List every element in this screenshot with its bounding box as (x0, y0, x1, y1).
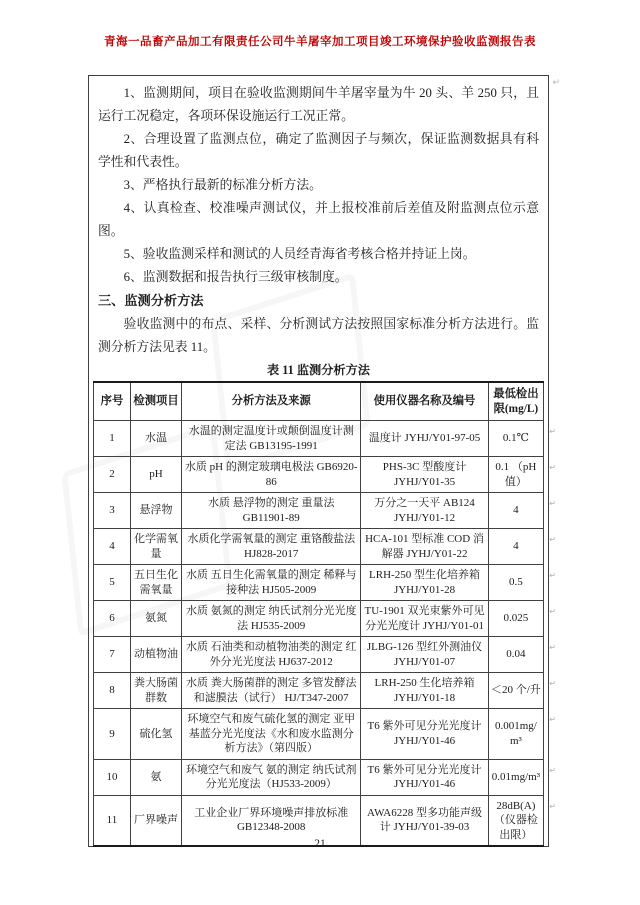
cell-instrument: 万分之一天平 AB124 JYHJ/Y01-12 (361, 493, 489, 529)
document-header-title: 青海一品畜产品加工有限责任公司牛羊屠宰加工项目竣工环境保护验收监测报告表 (104, 36, 536, 48)
paragraph-return-icon: ↵ (549, 679, 556, 688)
cell-method: 水质 五日生化需氧量的测定 稀释与接种法 HJ505-2009 (182, 565, 361, 601)
cell-limit: 4 ↵ (488, 493, 543, 529)
table-row (94, 759, 544, 795)
cell-item: 氨氮 (130, 601, 181, 637)
conclusion-item-2: 2、合理设置了监测点位，确定了监测因子与频次，保证监测数据具有科学性和代表性。 (98, 132, 539, 169)
cell-limit: 4 ↵ (488, 529, 543, 565)
table-row (94, 709, 544, 760)
cell-method: 工业企业厂界环境噪声排放标准 GB12348-2008 (182, 795, 361, 846)
cell-method: 水质 石油类和动植物油类的测定 红外分光光度法 HJ637-2012 (182, 637, 361, 673)
conclusion-paragraphs (98, 82, 539, 289)
cell-item: 悬浮物 (130, 493, 181, 529)
table-row (94, 493, 544, 529)
conclusion-item-1: 1、监测期间，项目在验收监测期间牛羊屠宰量为牛 20 头、羊 250 只，且运行工况稳定，各项环保设施运行工况正常。 (98, 86, 539, 123)
cell-instrument: LRH-250 生化培养箱 JYHJ/Y01-18 (361, 673, 489, 709)
cell-no: 7 (94, 637, 131, 673)
conclusion-item-5: 5、验收监测采样和测试的人员经青海省考核合格并持证上岗。 (123, 247, 476, 261)
paragraph-return-icon: ↵ (549, 643, 556, 652)
cell-no: 11 (94, 795, 131, 846)
cell-limit: 0.1 （pH 值） ↵ (488, 457, 543, 493)
cell-item: pH (130, 457, 181, 493)
cell-method: 水质 pH 的测定玻璃电极法 GB6920-86 (182, 457, 361, 493)
cell-instrument: TU-1901 双光束紫外可见分光光度计 JYHJ/Y01-01 (361, 601, 489, 637)
table-row (94, 637, 544, 673)
paragraph-return-icon: ↵ (549, 801, 556, 811)
table-header-row (94, 382, 544, 421)
cell-item: 粪大肠菌群数 (130, 673, 181, 709)
paragraph-return-icon: ↵ (549, 715, 556, 724)
cell-method: 环境空气和废气硫化氢的测定 亚甲基蓝分光光度法《水和废水监测分析方法》（第四版） (182, 709, 361, 760)
table-row (94, 795, 544, 846)
cell-method: 水质 粪大肠菌群的测定 多管发酵法和滤膜法（试行） HJ/T347-2007 (182, 673, 361, 709)
paragraph-return-icon: ↵ (552, 78, 560, 88)
column-header-3: 使用仪器名称及编号 (361, 382, 489, 421)
cell-instrument: PHS-3C 型酸度计 JYHJ/Y01-35 (361, 457, 489, 493)
cell-method: 水质 氨氮的测定 纳氏试剂分光光度法 HJ535-2009 (182, 601, 361, 637)
cell-item: 动植物油 (130, 637, 181, 673)
cell-item: 氨 (130, 759, 181, 795)
cell-no: 2 (94, 457, 131, 493)
cell-instrument: T6 紫外可见分光光度计 JYHJ/Y01-46 (361, 759, 489, 795)
cell-no: 1 (94, 421, 131, 457)
cell-instrument: AWA6228 型多功能声级计 JYHJ/Y01-39-03 (361, 795, 489, 846)
cell-item: 硫化氢 (130, 709, 181, 760)
section-heading: 三、监测分析方法 (98, 293, 204, 308)
paragraph-return-icon: ↵ (549, 427, 556, 436)
paragraph-return-icon: ↵ (549, 607, 556, 616)
cell-instrument: JLBG-126 型红外测油仪 JYHJ/Y01-07 (361, 637, 489, 673)
paragraph-return-icon: ↵ (549, 765, 556, 775)
cell-limit: 0.04 ↵ (488, 637, 543, 673)
table-row (94, 565, 544, 601)
cell-no: 9 (94, 709, 131, 760)
cell-no: 10 (94, 759, 131, 795)
table-caption: 表 11 监测分析方法 (267, 363, 370, 377)
paragraph-return-icon: ↵ (549, 499, 556, 508)
cell-limit: 0.5 ↵ (488, 565, 543, 601)
cell-no: 4 (94, 529, 131, 565)
cell-limit: 28dB(A) （仪器检出限） ↵ (488, 795, 543, 846)
cell-no: 6 (94, 601, 131, 637)
cell-limit: 0.01mg/m³ ↵ (488, 759, 543, 795)
column-header-0: 序号 (94, 382, 131, 421)
conclusion-item-6: 6、监测数据和报告执行三级审核制度。 (123, 270, 348, 284)
paragraph-return-icon: ↵ (549, 535, 556, 544)
cell-limit: 0.025 ↵ (488, 601, 543, 637)
table-row (94, 673, 544, 709)
cell-instrument: T6 紫外可见分光光度计 JYHJ/Y01-46 (361, 709, 489, 760)
cell-no: 5 (94, 565, 131, 601)
column-header-1: 检测项目 (130, 382, 181, 421)
cell-item: 厂界噪声 (130, 795, 181, 846)
section-intro: 验收监测中的布点、采样、分析测试方法按照国家标准分析方法进行。监测分析方法见表 11。 (98, 317, 539, 354)
column-header-2: 分析方法及来源 (182, 382, 361, 421)
conclusion-item-4: 4、认真检查、校准噪声测试仪，并上报校准前后差值及附监测点位示意图。 (98, 201, 539, 238)
paragraph-return-icon: ↵ (549, 571, 556, 580)
cell-item: 化学需氧量 (130, 529, 181, 565)
cell-item: 水温 (130, 421, 181, 457)
cell-instrument: HCA-101 型标准 COD 消解器 JYHJ/Y01-22 (361, 529, 489, 565)
table-row (94, 601, 544, 637)
table-row (94, 457, 544, 493)
cell-item: 五日生化需氧量 (130, 565, 181, 601)
cell-limit: 0.001mg/m³ ↵ (488, 709, 543, 760)
cell-instrument: LRH-250 型生化培养箱 JYHJ/Y01-28 (361, 565, 489, 601)
cell-method: 水质化学需氧量的测定 重铬酸盐法 HJ828-2017 (182, 529, 361, 565)
cell-instrument: 温度计 JYHJ/Y01-97-05 (361, 421, 489, 457)
cell-method: 环境空气和废气 氨的测定 纳氏试剂分光光度法（HJ533-2009） (182, 759, 361, 795)
table-row (94, 529, 544, 565)
cell-method: 水质 悬浮物的测定 重量法 GB11901-89 (182, 493, 361, 529)
paragraph-return-icon: ↵ (549, 463, 556, 472)
cell-limit: 0.1℃ ↵ (488, 421, 543, 457)
table-row (94, 421, 544, 457)
cell-no: 8 (94, 673, 131, 709)
cell-no: 3 (94, 493, 131, 529)
content-box (88, 75, 560, 847)
page-number: 21 (314, 838, 326, 850)
cell-limit: ＜20 个/升 ↵ (488, 673, 543, 709)
column-header-4: 最低检出限(mg/L) (488, 382, 543, 421)
conclusion-item-3: 3、严格执行最新的标准分析方法。 (123, 178, 322, 192)
analysis-methods-table (93, 381, 556, 847)
cell-method: 水温的测定温度计或颠倒温度计测定法 GB13195-1991 (182, 421, 361, 457)
